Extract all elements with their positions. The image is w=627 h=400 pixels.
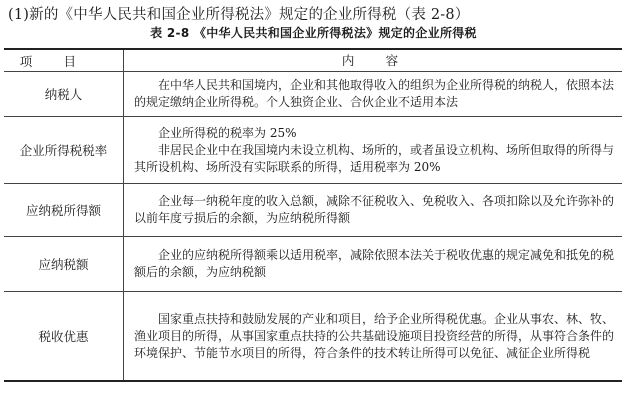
- table-row: [4, 72, 622, 117]
- row-content-tax-payable: [124, 237, 622, 291]
- row-item-tax-rate: 企业所得税税率: [4, 117, 124, 183]
- content-line: 企业的应纳税所得额乘以适用税率，减除依照本法关于税收优惠的规定减免和抵免的税额后的余额，为应纳税额: [134, 248, 615, 279]
- row-item-tax-incentives: 税收优惠: [4, 292, 124, 380]
- row-content-taxpayer: [124, 72, 622, 116]
- table-header-row: [4, 50, 622, 72]
- section-heading: (1)新的《中华人民共和国企业所得税法》规定的企业所得税（表 2-8）: [8, 7, 470, 23]
- content-line: 在中华人民共和国境内，企业和其他取得收入的组织为企业所得税的纳税人，依照本法的规定缴纳企业所得税。个人独资企业、合伙企业不适用本法: [134, 78, 615, 109]
- content-line: 企业每一纳税年度的收入总额，减除不征税收入、免税收入、各项扣除以及允许弥补的以前年度亏损后的余额，为应纳税所得额: [134, 194, 615, 225]
- table-row: [4, 117, 622, 184]
- content-line: 非居民企业中在我国境内未设立机构、场所的，或者虽设立机构、场所但取得的所得与其所设机构、场所没有实际联系的所得，适用税率为 20%: [134, 142, 615, 174]
- table-caption: 表 2-8 《中华人民共和国企业所得税法》规定的企业所得税: [150, 26, 477, 40]
- row-content-tax-incentives: [124, 292, 622, 380]
- tax-law-table: [4, 48, 622, 382]
- row-content-taxable-income: [124, 184, 622, 236]
- table-row: [4, 184, 622, 237]
- table-row: [4, 292, 622, 380]
- content-line: 国家重点扶持和鼓励发展的产业和项目，给予企业所得税优惠。企业从事农、林、牧、渔业项目的所得，从事国家重点扶持的公共基础设施项目投资经营的所得，从事符合条件的环境保护、节能节水项目的所得，符合条件的技术转让所得可以免征、减征企业所得税: [134, 311, 615, 360]
- row-item-tax-payable: 应纳税额: [4, 237, 124, 291]
- content-line: 企业所得税的税率为 25%: [158, 125, 297, 140]
- header-item: 项目: [4, 50, 124, 71]
- row-item-taxable-income: 应纳税所得额: [4, 184, 124, 236]
- row-content-tax-rate: [124, 117, 622, 183]
- table-row: [4, 237, 622, 292]
- row-item-taxpayer: 纳税人: [4, 72, 124, 116]
- header-content: 内容: [341, 53, 430, 68]
